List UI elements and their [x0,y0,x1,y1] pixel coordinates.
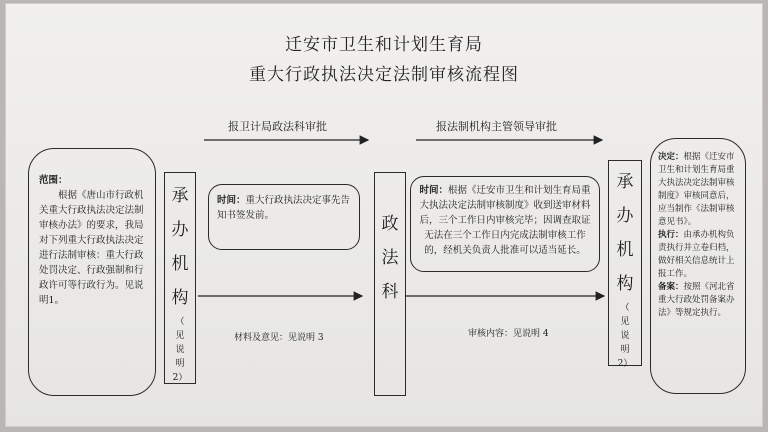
undertaking-agency-right [608,160,642,369]
col-char: 构 [171,288,189,308]
time-box-2 [410,176,600,272]
label-materials-opinion: 材料及意见：见说明 3 [234,333,324,343]
time-label-1: 时间： [217,195,246,206]
scope-text: 根据《唐山市行政机关重大行政执法决定法制审核办法》的要求，我局对下列重大行政执法决定进行法制审核：重大行政处罚决定、行政强制和行政许可等行政行为。见说明1。 [39,190,144,306]
col-note: 见 [620,317,630,327]
time-label-2: 时间： [419,185,448,196]
col-note: 明 [175,359,185,369]
execute-label: 执行： [658,230,684,240]
time-box-1 [208,184,360,250]
label-review-content: 审核内容：见说明 4 [468,329,549,339]
execute-text: 由承办机构负责执行并立卷归档，做好相关信息统计上报工作。 [658,230,735,279]
col-char: 承 [171,186,189,206]
col-char: 政 [381,214,399,234]
label-report-legal-leader: 报法制机构主管领导审批 [436,120,557,133]
undertaking-agency-left [164,172,196,384]
scope-heading: 范围： [39,175,68,186]
col-char: 承 [616,172,634,192]
filing-label: 备案： [658,282,684,292]
flowchart-sheet [6,4,762,426]
time-text-1: 重大行政执法决定事先告知书签发前。 [217,195,351,221]
page-title: 迁安市卫生和计划生育局 [285,35,483,55]
col-char: 科 [381,282,399,302]
col-note: 明 [620,345,630,355]
filing-text: 按照《河北省重大行政处罚备案办法》等规定执行。 [658,282,735,318]
decision-label: 决定： [658,152,684,162]
col-note: （ [175,317,185,327]
col-char: 办 [171,220,189,240]
col-note: 说 [175,345,185,355]
page-subtitle: 重大行政执法决定法制审核流程图 [249,65,519,85]
scope-box [28,148,156,396]
col-note: 说 [620,331,630,341]
col-note: 见 [175,331,185,341]
time-text-2: 根据《迁安市卫生和计划生育局重大执法决定法制审核制度》收到送审材料后，三个工作日内审核完毕；因调查取证无法在三个工作日内完成法制审核工作的，经机关负责人批准可以适当延长。 [419,185,591,256]
col-note: （ [620,303,630,313]
col-char: 机 [616,240,634,260]
decision-box [650,138,746,394]
label-report-legal-section: 报卫计局政法科审批 [228,120,327,133]
col-char: 法 [381,248,399,268]
decision-text: 根据《迁安市卫生和计划生育局重大执法决定法制审核制度》审核同意后，应当制作《法制审核意见书》。 [658,152,735,227]
col-char: 办 [616,206,634,226]
col-char: 构 [616,274,634,294]
legal-section-column [374,172,406,396]
col-char: 机 [171,254,189,274]
col-note: 2） [617,359,633,369]
col-note: 2） [172,373,188,383]
